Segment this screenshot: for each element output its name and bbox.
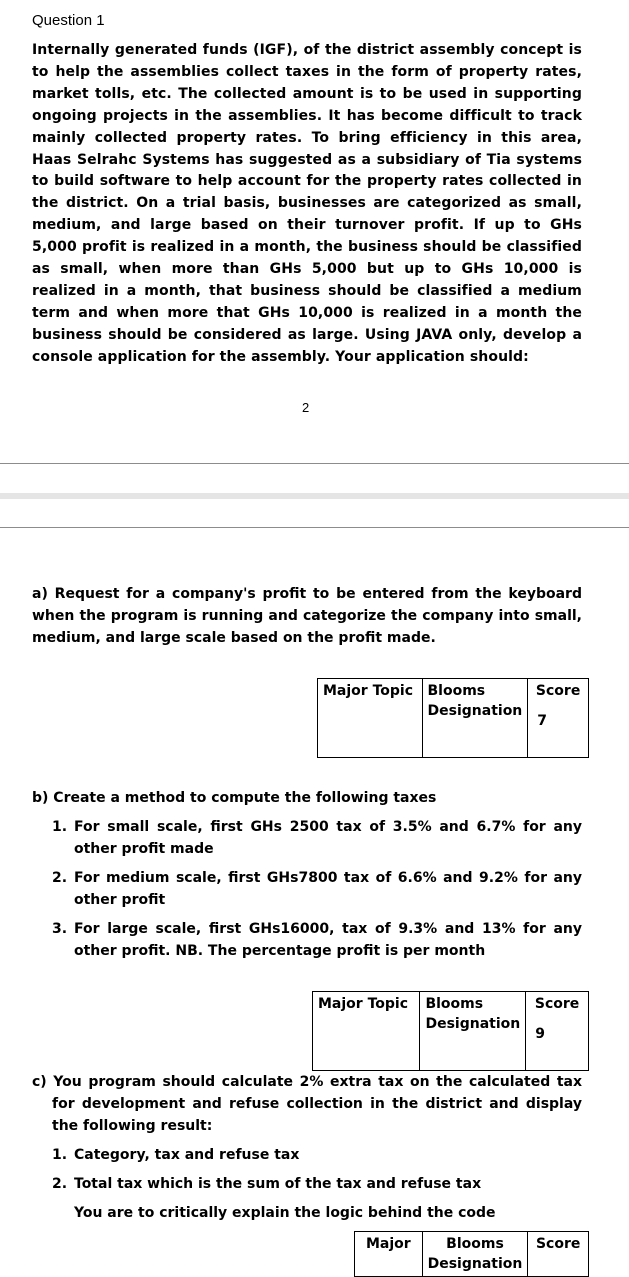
part-b-item-3-text: For large scale, first GHs16000, tax of 9.3% and 13% for any other profit. NB. The percentage profit is per month: [74, 921, 582, 959]
part-a-score-cell: [528, 679, 589, 758]
part-c-item-1: [52, 1145, 582, 1167]
question-intro: Internally generated funds (IGF), of the district assembly concept is to help the assemblies collect taxes in the form of property rates, market tolls, etc. The collected amount is to be used in supporting ongoing projects in the assemblies. It has become difficult to track mainly collected property rates. To bring efficiency in this area, Haas Selrahc Systems has suggested as a subsidiary of Tia systems to build software to help account for the property rates collected in the district. On a trial basis, businesses are categorized as small, medium, and large based on their turnover profit. If up to GHs 5,000 profit is realized in a month, the business should be classified as small, when more than GHs 5,000 but up to GHs 10,000 is realized in a month, that business should be classified a medium term and when more that GHs 10,000 is realized in a month the business should be considered as large. Using JAVA only, develop a console application for the assembly. Your application should:: [32, 42, 582, 365]
part-b-major-topic-header: Major Topic: [313, 992, 420, 1071]
part-a-major-topic-header: Major Topic: [318, 679, 423, 758]
part-b-item-1-text: For small scale, first GHs 2500 tax of 3.5% and 6.7% for any other profit made: [74, 819, 582, 857]
page-break-band: [0, 493, 629, 499]
part-b-item-2-text: For medium scale, first GHs7800 tax of 6.6% and 9.2% for any other profit: [74, 870, 582, 908]
part-c-score-table: [354, 1231, 589, 1277]
page-break-top-rule: [0, 463, 629, 464]
part-c-blooms-header: Blooms Designation: [422, 1232, 528, 1277]
part-c-item-2-text: Total tax which is the sum of the tax and refuse tax: [74, 1176, 482, 1192]
part-c-major-header: Major: [355, 1232, 423, 1277]
part-b-score-table: [312, 991, 589, 1071]
part-b-item-3-num: 3.: [52, 921, 68, 937]
part-b-item-1: [52, 817, 582, 861]
part-c-score-header: Score: [528, 1232, 589, 1277]
question-title: Question 1: [32, 12, 105, 29]
page-break-bottom-rule: [0, 527, 629, 528]
part-a-text: a) Request for a company's profit to be entered from the keyboard when the program is running and categorize the company into small, medium, and large scale based on the profit made.: [32, 586, 582, 646]
part-b-item-3: [52, 919, 582, 963]
part-c-note: You are to critically explain the logic behind the code: [74, 1205, 496, 1221]
part-c-item-2-num: 2.: [52, 1176, 68, 1192]
part-c-item-2: [52, 1174, 582, 1196]
part-b-score-cell: [526, 992, 589, 1071]
part-c-item-1-text: Category, tax and refuse tax: [74, 1147, 300, 1163]
part-c-text: c) You program should calculate 2% extra tax on the calculated tax for development and refuse collection in the district and display the following result:: [32, 1074, 582, 1134]
part-b-item-1-num: 1.: [52, 819, 68, 835]
part-b-score-header: Score: [534, 996, 580, 1012]
part-a-score-header: Score: [535, 683, 581, 699]
part-b-score-value: 9: [535, 1026, 545, 1042]
part-a-score-table: [317, 678, 589, 758]
part-c-item-1-num: 1.: [52, 1147, 68, 1163]
part-a-blooms-header: Blooms Designation: [422, 679, 528, 758]
page-number: 2: [302, 400, 310, 415]
part-b-blooms-header: Blooms Designation: [420, 992, 526, 1071]
part-b-item-2-num: 2.: [52, 870, 68, 886]
part-a-score-value: 7: [537, 713, 548, 729]
part-b-item-2: [52, 868, 582, 912]
part-b-heading: b) Create a method to compute the following taxes: [32, 790, 437, 806]
